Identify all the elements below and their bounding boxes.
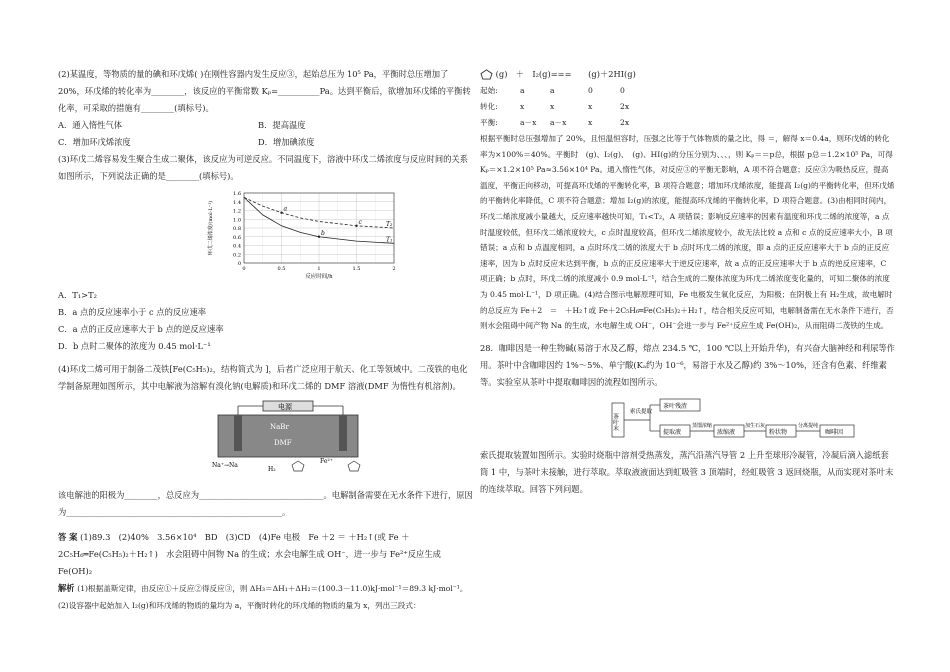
flowchart-svg: [610, 395, 870, 443]
row-initial-v3: 0: [588, 86, 593, 95]
dmf-label: DMF: [274, 439, 292, 447]
y-tick-label: 0: [237, 261, 241, 267]
row-equilibrium-v1: a－x: [520, 118, 537, 127]
cyclopentadiene-icon: [292, 461, 304, 471]
question-28: 28．咖啡因是一种生物碱(易溶于水及乙醇，熔点 234.5 ℃，100 ℃以上开始升华)，有兴奋大脑神经和利尿等作用。茶叶中含咖啡因约 1%～5%、单宁酸(Kₐ约为 10⁻⁶，易溶于水及乙醇)约 3%～10%，还含有色素、纤维素等。实验室从茶叶中提取咖啡因的流程如图所示。: [480, 342, 895, 387]
three-stage-table: [480, 83, 895, 131]
x-tick-label: 1: [317, 266, 321, 272]
nabr-label: NaBr: [270, 423, 289, 431]
step1-label: 索氏提取: [630, 408, 653, 415]
q2-option-c: C．增加环戊烯浓度: [58, 137, 131, 147]
fe-note: Fe²⁺: [320, 458, 333, 465]
point-label: c: [358, 218, 362, 226]
extract-label: 提取液: [663, 428, 682, 436]
tea-powder-label: 茶叶末: [611, 412, 619, 431]
answer-text: (1)89.3 (2)40% 3.56×10⁴ BD (3)CD (4)Fe 电极 Fe ＋2 ＝ ＋H₂↑(或 Fe ＋ 2C₅H₆═Fe(C₅H₅)₂＋H₂↑) 水会阻碍中间物 Na 的生成；水会电解生成 OH⁻，进一步与 Fe²⁺反应生成 Fe(OH)₂: [58, 532, 441, 576]
q3-option-a: A．T₁>T₂: [58, 290, 97, 300]
row-change-v4: 2x: [620, 102, 630, 111]
analysis-text: (1)根据盖斯定律，由反应①＋反应②得反应③，则 ΔH₃＝ΔH₁＋ΔH₂＝(100.3－11.0)kJ·mol⁻¹＝89.3 kJ·mol⁻¹。(2)设容器中起始加入 I₂(g)和环戊烯的物质的量均为 a，平衡时转化的环戊烯的物质的量为 x，列出三段式：: [58, 584, 468, 610]
row-equilibrium-v3: x: [588, 118, 593, 127]
y-tick-label: 1.6: [233, 191, 241, 197]
analysis-block: [58, 580, 473, 614]
right-column: [480, 66, 895, 498]
row-equilibrium-v2: a－x: [550, 118, 567, 127]
y-tick-label: 1.4: [233, 199, 241, 206]
answer-label: 答 案: [58, 532, 78, 542]
left-electrode: [234, 415, 242, 451]
extraction-flowchart: [610, 395, 870, 443]
na-note: Na⁺→Na: [212, 462, 238, 469]
y-axis-label: 环戊二烯浓度/(mol·L⁻¹): [208, 200, 214, 256]
y-tick-label: 0.4: [233, 243, 241, 250]
q3-option-b: B．a 点的反应速率小于 c 点的反应速率: [58, 307, 207, 317]
equilibrium-equation: [480, 66, 895, 83]
analysis-continued: 根据平衡时总压强增加了 20%，且恒温恒容时，压强之比等于气体物质的量之比，得 ＝，解得 x＝0.4a，则环戊烯的转化率为×100%＝40%。平衡时 (g)、I₂(g)、 (g)、HI(g)的分压分别为、、、，则 Kₚ＝＝p总，根据 p总＝1.2×10⁵ Pa，可得 Kₚ＝×1.2×10⁵ Pa≈3.56×10⁴ Pa。通入惰性气体，对反应③的平衡无影响，A 项不符合题意；反应③为吸热反应，提高温度，平衡正向移动，可提高环戊烯的平衡转化率，B 项符合题意；增加环戊烯浓度，能提高 I₂(g)的平衡转化率，但环戊烯的平衡转化率降低，C 项不符合题意；增加 I₂(g)的浓度，能提高环戊烯的平衡转化率，D 项符合题意。(3)由相同时间内，环戊二烯浓度减小量越大，反应速率越快可知，T₁<T₂，A 项错误；影响反应速率的因素有温度和环戊二烯的浓度等，a 点时温度较低，但环戊二烯浓度较大，c 点时温度较高，但环戊二烯浓度较小，故无法比较 a 点和 c 点的反应速率大小，B 项错误；a 点和 b 点温度相同，a 点时环戊二烯的浓度大于 b 点时环戊二烯的浓度，即 a 点的正反应速率大于 b 点的正反应速率，因为 b 点时反应未达到平衡，b 点的正反应速率大于逆反应速率，故 a 点的正反应速率大于 b 点的逆反应速率，C 项正确；b 点时，环戊二烯的浓度减小 0.9 mol·L⁻¹，结合生成的二聚体浓度为环戊二烯浓度变化量的，可知二聚体的浓度为 0.45 mol·L⁻¹，D 项正确。(4)结合图示电解原理可知，Fe 电极发生氧化反应，为阳极；在阴极上有 H₂生成，故电解时的总反应为 Fe＋2 ＝ ＋H₂↑或 Fe＋2C₅H₆═Fe(C₅H₅)₂＋H₂↑，结合相关反应可知，电解制备需在无水条件下进行，否则水会阻碍中间产物 Na 的生成，水电解生成 OH⁻，OH⁻会进一步与 Fe²⁺反应生成 Fe(OH)₂，从而阻碍二茂铁的生成。: [480, 134, 895, 331]
q3-option-c: C．a 点的正反应速率大于 b 点的逆反应速率: [58, 324, 224, 334]
row-initial-v4: 0: [620, 86, 625, 95]
cyclopentene-icon: [480, 69, 493, 80]
equation-text: (g) ＋ I₂(g)=== (g)＋2HI(g): [495, 69, 636, 79]
q2-options-row2: [58, 134, 473, 151]
ferrocene-icon: [348, 461, 360, 471]
step3-label: 加生石灰: [745, 422, 766, 429]
series-label: T₂: [386, 221, 393, 228]
y-tick-label: 0.8: [233, 226, 241, 232]
x-axis-label: 反应时间/h: [305, 274, 333, 280]
analysis-label: 解析: [58, 583, 75, 593]
data-point: [318, 236, 320, 238]
x-tick-label: 1.5: [352, 266, 361, 272]
powder-label: 粉状物: [769, 428, 788, 436]
electrolysis-apparatus: [208, 399, 378, 479]
right-electrode: [339, 415, 347, 451]
row-equilibrium-label: 平衡:: [480, 118, 498, 127]
x-tick-label: 2: [392, 266, 396, 272]
row-initial: [480, 83, 895, 99]
step4-label: 分离提纯: [798, 422, 819, 429]
row-change-label: 转化:: [480, 102, 498, 111]
q2-option-a: A．通入惰性气体: [58, 120, 123, 130]
left-column: [58, 66, 473, 614]
y-tick-label: 0.2: [233, 252, 241, 259]
row-initial-label: 起始:: [480, 86, 498, 95]
data-point: [280, 211, 282, 213]
q2-option-d: D．增加碘浓度: [258, 137, 315, 147]
row-change-v2: x: [550, 102, 555, 111]
q2-options-row1: [58, 117, 473, 134]
question-28-tail: 索氏提取装置如图所示。实验时烧瓶中溶剂受热蒸发，蒸汽沿蒸汽导管 2 上升至球形冷凝管，冷凝后滴入滤纸套筒 1 中，与茶叶末接触，进行萃取。萃取液液面达到虹吸管 3 顶端时，经虹吸管 3 返回烧瓶，从而实现对茶叶末的连续萃取。回答下列问题。: [480, 449, 894, 494]
row-initial-v2: a: [550, 86, 555, 95]
question-4-tail: 该电解池的阳极为________，总反应为______________________________。电解制备需要在无水条件下进行，原因为____________________________________________________。: [58, 490, 473, 517]
question-2: (2)某温度，等物质的量的碘和环戊烯( )在刚性容器内发生反应③，起始总压为 10⁵ Pa，平衡时总压增加了 20%，环戊烯的转化率为________，该反应的平衡常数 Kₚ=__________Pa。达到平衡后，欲增加环戊烯的平衡转化率，可采取的措施有________(填标号)。: [58, 69, 471, 113]
y-tick-label: 0.6: [233, 234, 241, 241]
concentration-chart-svg: [198, 187, 418, 283]
answer-block: [58, 529, 473, 580]
concentration-chart: [198, 187, 418, 283]
question-4: (4)环戊二烯可用于制备二茂铁[Fe(C₅H₅)₂，结构简式为 ]，后者广泛应用于航天、化工等领域中。二茂铁的电化学制备原理如图所示，其中电解液为溶解有溴化钠(电解质)和环戊二烯的 DMF 溶液(DMF 为惰性有机溶剂)。: [58, 364, 468, 391]
concentrate-label: 浓缩液: [717, 428, 736, 436]
y-tick-label: 1.0: [233, 217, 241, 224]
x-tick-label: 0.5: [277, 266, 286, 272]
row-change-v1: x: [520, 102, 525, 111]
row-change-v3: x: [588, 102, 593, 111]
tea-residue-label: 茶叶残渣: [663, 402, 688, 410]
point-label: a: [283, 205, 288, 213]
x-tick-label: 0: [242, 266, 246, 272]
power-label: 电源: [278, 403, 292, 411]
q2-option-b: B．提高温度: [258, 120, 306, 130]
step2-label: 蒸馏浓缩: [692, 422, 713, 429]
row-equilibrium-v4: 2x: [620, 118, 630, 127]
series-label: T₁: [386, 236, 393, 244]
y-tick-label: 1.2: [233, 208, 241, 215]
row-change: [480, 99, 895, 115]
electrolysis-diagram-svg: [208, 399, 378, 479]
data-point: [355, 225, 357, 227]
q3-option-d: D．b 点时二聚体的浓度为 0.45 mol·L⁻¹: [58, 341, 211, 351]
point-label: b: [321, 229, 325, 237]
caffeine-label: 咖啡因: [825, 428, 844, 436]
question-3: (3)环戊二烯容易发生聚合生成二聚体，该反应为可逆反应。不同温度下，溶液中环戊二烯浓度与反应时间的关系如图所示，下列说法正确的是________(填标号)。: [58, 154, 469, 181]
row-initial-v1: a: [520, 86, 525, 95]
row-equilibrium: [480, 115, 895, 131]
h2-note: H₂: [268, 466, 276, 473]
